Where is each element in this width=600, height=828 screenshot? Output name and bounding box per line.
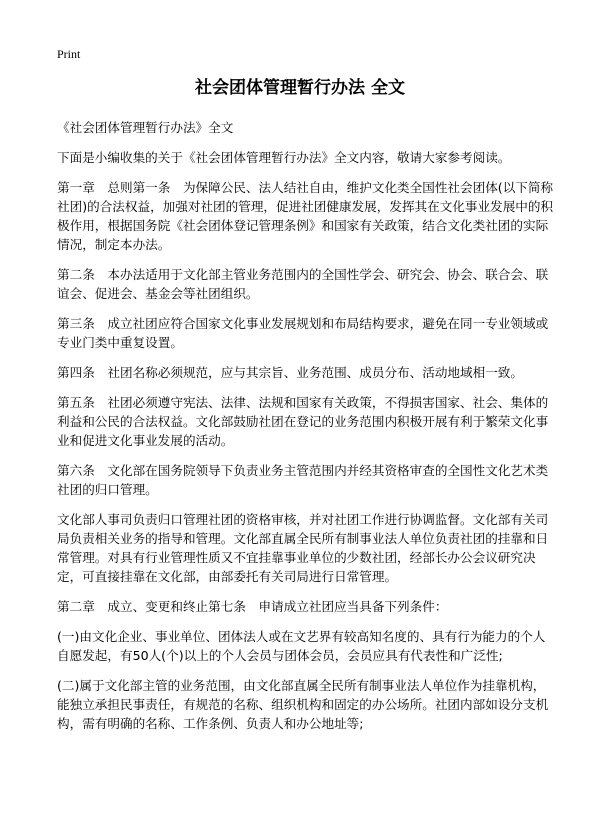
document-body (57, 118, 557, 744)
paragraph-condition-2: (二)属于文化部主管的业务范围，由文化部直属全民所有制事业法人单位作为挂靠机构，能独立承担民事责任，有规范的名称、组织机构和固定的办公场所。社团内部如设分支机构，需有明确的名称、工作条例、负责人和办公地址等; (57, 678, 549, 731)
paragraph-intro: 下面是小编收集的关于《社会团体管理暂行办法》全文内容，敬请大家参考阅读。 (57, 150, 511, 165)
document-subtitle: 《社会团体管理暂行办法》全文 (57, 120, 234, 135)
paragraph-condition-1: (一)由文化企业、事业单位、团体法人或在文艺界有较高知名度的、具有行为能力的个人自愿发起，有50人(个)以上的个人会员与团体会员，会员应具有代表性和广泛性; (57, 629, 546, 663)
paragraph-article-1: 第一章 总则第一条 为保障公民、法人结社自由，维护文化类全国性社会团体(以下简称社团)的合法权益，加强对社团的管理，促进社团健康发展，发挥其在文化事业发展中的积极作用，根据国务院《社会团体登记管理条例》和国家有关政策，结合文化类社团的实际情况，制定本办法。 (57, 180, 554, 252)
paragraph-article-5: 第五条 社团必须遵守宪法、法律、法规和国家有关政策，不得损害国家、社会、集体的利益和公民的合法权益。文化部鼓励社团在登记的业务范围内积极开展有利于繁荣文化事业和促进文化事业发展的活动。 (57, 395, 549, 448)
paragraph-article-3: 第三条 成立社团应符合国家文化事业发展规划和布局结构要求，避免在同一专业领域或专业门类中重复设置。 (57, 316, 549, 350)
paragraph-article-6-detail: 文化部人事司负责归口管理社团的资格审核，并对社团工作进行协调监督。文化部有关司局负责相关业务的指导和管理。文化部直属全民所有制事业法人单位负责社团的挂靠和日常管理。对具有行业管理性质又不宜挂靠事业单位的少数社团，经部长办公会议研究决定，可直接挂靠在文化部，由部委托有关司局进行日常管理。 (57, 512, 549, 584)
print-link[interactable]: Print (57, 47, 81, 61)
page-title: 社会团体管理暂行办法 全文 (195, 78, 405, 98)
paragraph-article-4: 第四条 社团名称必须规范，应与其宗旨、业务范围、成员分布、活动地域相一致。 (57, 365, 523, 380)
paragraph-article-6: 第六条 文化部在国务院领导下负责业务主管范围内并经其资格审查的全国性文化艺术类社团的归口管理。 (57, 463, 549, 497)
paragraph-article-2: 第二条 本办法适用于文化部主管业务范围内的全国性学会、研究会、协会、联合会、联谊会、促进会、基金会等社团组织。 (57, 267, 549, 301)
paragraph-article-7: 第二章 成立、变更和终止第七条 申请成立社团应当具备下列条件： (57, 599, 448, 614)
